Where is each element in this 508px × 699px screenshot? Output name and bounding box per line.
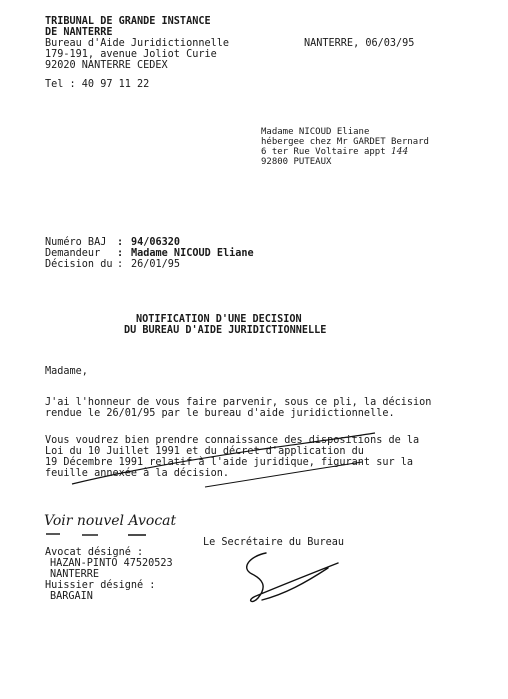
baj-sep: : [117,237,124,248]
bailiff-label: Huissier désigné : [45,580,156,591]
strike-line [72,433,375,484]
title-line2: DU BUREAU D'AIDE JURIDICTIONNELLE [124,325,327,336]
lawyer-label: Avocat désigné : [45,547,144,558]
para2-line3: 19 Décembre 1991 relatif à l'aide juridique, figurant sur la [45,457,414,468]
recipient-name: Madame NICOUD Eliane [261,127,370,137]
court-name-line1: TRIBUNAL DE GRANDE INSTANCE [45,16,211,27]
handwritten-note: Voir nouvel Avocat [44,513,177,529]
court-street: 179-191, avenue Joliot Curie [45,49,217,60]
applicant-value: Madame NICOUD Eliane [131,248,254,259]
para2-line2: Loi du 10 Juillet 1991 et du décret d'application du [45,446,364,457]
applicant-label: Demandeur [45,248,101,259]
lawyer-name: HAZAN-PINTO 47520523 [50,558,173,569]
bailiff-name: BARGAIN [50,591,93,602]
baj-label: Numéro BAJ [45,237,107,248]
court-name-line2: DE NANTERRE [45,27,113,38]
para1-line1: J'ai l'honneur de vous faire parvenir, sous ce pli, la décision [45,397,432,408]
signature [247,553,338,602]
strike-line-2 [205,462,362,487]
decision-label: Décision du [45,259,113,270]
decision-value: 26/01/95 [131,259,181,270]
signature-label: Le Secrétaire du Bureau [203,537,345,548]
lawyer-city: NANTERRE [50,569,100,580]
salutation: Madame, [45,366,88,377]
para2-line1: Vous voudrez bien prendre connaissance des dispositions de la [45,435,420,446]
recipient-hosted: hébergee chez Mr GARDET Bernard [261,137,429,147]
applicant-sep: : [117,248,124,259]
para2-line4: feuille annexée à la décision. [45,468,230,479]
recipient-street-text: 6 ter Rue Voltaire appt [261,147,392,157]
place-date: NANTERRE, 06/03/95 [304,38,415,49]
court-office: Bureau d'Aide Juridictionnelle [45,38,230,49]
court-phone: Tel : 40 97 11 22 [45,79,150,90]
para1-line2: rendue le 26/01/95 par le bureau d'aide juridictionnelle. [45,408,395,419]
recipient-city: 92800 PUTEAUX [261,157,332,167]
decision-sep: : [117,259,124,270]
recipient-apt-handwritten: 144 [391,147,409,157]
baj-value: 94/06320 [131,237,181,248]
title-line1: NOTIFICATION D'UNE DECISION [136,314,302,325]
court-city: 92020 NANTERRE CEDEX [45,60,168,71]
